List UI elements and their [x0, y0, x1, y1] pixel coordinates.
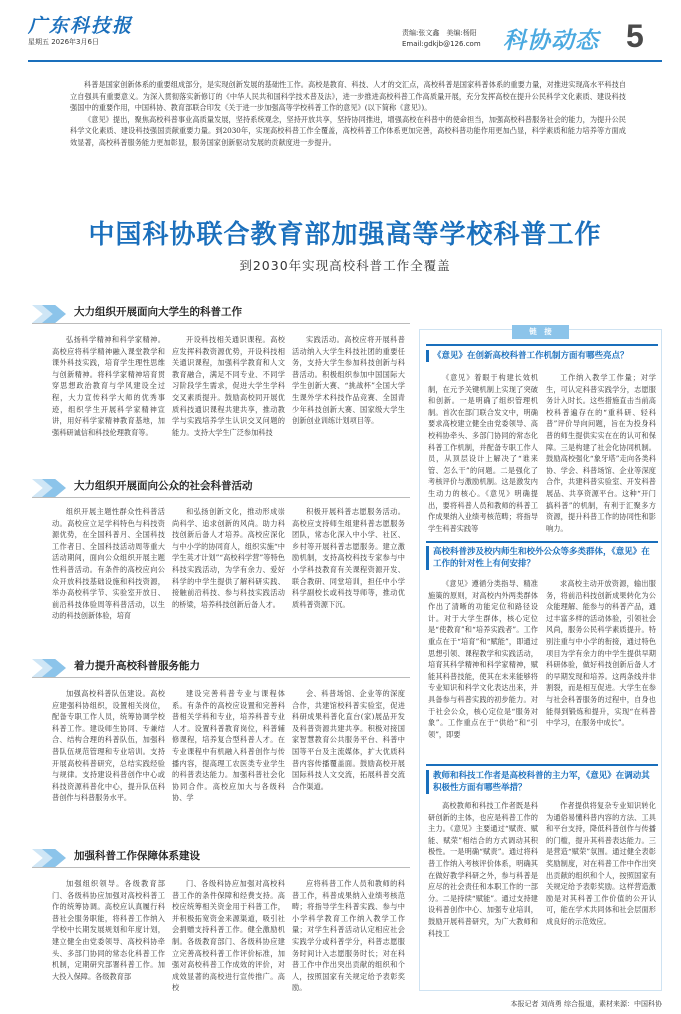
paragraph: 组织开展主题性群众性科普活动。高校应立足学科特色与科技资源优势，在全国科普月、全国科技工作者日、全国科技活动周等重大活动期间，面向公众组织开展主题性科普活动。有条件的高校应向公众开放科技基础设施和科技资源，举办高校科学节、实验室开放日、前沿科技体验周等科普活动，以生动的科技创新体验，培育: [52, 507, 165, 621]
question-rule: [426, 764, 658, 766]
newspaper-logo: 广东科技报: [28, 15, 134, 37]
answer-3-right: [546, 800, 656, 990]
paragraph: 门、各级科协应加强对高校科普工作的条件保障和经费支持。高校应统筹相关资金用于科普工作，并积极拓宽资金来源渠道，吸引社会捐赠支持科普工作。健全激励机制。各级教育部门、各级科协应建立完善高校科普工作评价标准，加强对高校科普工作成效的评价，对成效显著的高校进行宣传推广。高校: [172, 879, 285, 993]
answer-2-right: [546, 578, 656, 758]
paragraph: 《意见》着眼于构建长效机制，在元予关键机制上实现了突破和创新。一是明确了组织管理机制。首次在部门联合发文中，明确要求高校建立健全由党委领导、高校科协牵头、多部门协同的常态化科普工作机制，并配备专职工作人员，从顶层设计上解决了“谁来管、怎么干”的问题。二是强化了考核评价与激励机制。这是激发内生动力的核心。《意见》明确提出，要将科普人员和教师的科普工作成果纳入业绩考核范畴；将指导学生科普实践等: [428, 373, 538, 533]
paragraph: 工作纳入教学工作量；对学生，可认定科普实践学分，志愿服务计入时长。这些措施直击当前高校科普遍存在的“重科研、轻科普”评价导向问题，旨在为投身科普的师生提供实实在在的认可和保障。三是构建了社会化协同机制。鼓励高校强化“象牙塔”走向各类科协、学会、科普场馆、企业等深度合作，共建科普实验室、开发科普展品、共享资源平台。这种“开门搞科普”的机制，有利于汇聚多方资源，提升科普工作的协同性和影响力。: [546, 373, 656, 533]
issue-date: 星期五 2026年3月6日: [28, 38, 99, 46]
section-title: 大力组织开展面向大学生的科普工作: [74, 306, 242, 318]
section-name: 科协动态: [503, 27, 599, 54]
paragraph: 作者提供将复杂专业知识转化为通俗易懂科普内容的方法、工具和平台支持，降低科普创作与传播的门槛，提升其科普表达能力。三是营造“赋荣”氛围。通过健全表彰奖励制度，对在科普工作中作出突出贡献的组织和个人，按照国家有关规定给予表彰奖励。这样营造激励是对其科普工作价值的公开认可，能在学术共同体和社会层面形成良好的示范效应。: [546, 801, 656, 926]
sidebar-question-1: 《意见》在创新高校科普工作机制方面有哪些亮点？: [426, 350, 658, 362]
masthead-divider: [28, 60, 662, 62]
answer-1-left: [428, 372, 538, 534]
section-heading-2: [32, 476, 410, 500]
paragraph: 加强组织领导。各级教育部门、各级科协应加强对高校科普工作的统筹协调。高校应认真履行科普社会服务职能，将科普工作纳入学校中长期发展规划和年度计划，建立健全由党委领导、高校科协牵头、多部门协同的常态化科普工作机制，定期研究部署科普工作。加大投入保障。各级教育部: [52, 879, 165, 981]
byline-footer: 本报记者 刘尚勇 综合报道，素材来源：中国科协: [510, 1000, 662, 1008]
section-3-column-2: [172, 688, 285, 840]
paragraph: 建设完善科普专业与课程体系。有条件的高校应设置和完善科普相关学科和专业，培养科普专业人才。设置科普教育岗位，科普辅修课程，培养复合型科普人才。在专业课程中有机融入科普创作与传播内容，提高理工农医类专业学生的科普表达能力。加强科普社会化协同合作。高校应加大与各级科协、学: [172, 689, 285, 803]
section-heading-3: [32, 656, 410, 680]
headline: 中国科协联合教育部加强高等学校科普工作: [88, 220, 602, 250]
section-4-column-1: [52, 878, 165, 994]
paragraph: 加强高校科普队伍建设。高校应建强科协组织，设置相关岗位，配备专职工作人员，统筹协调学校科普工作。建设师生协同、专兼结合、结构合理的科普队伍，加强科普队伍规范管理和专业培训。支持开展高校科普研究，总结实践经验与规律。支持建设科普创作中心或科技资源科普化中心，提升队伍科普创作与科普服务水平。: [52, 689, 165, 803]
answer-1-right: [546, 372, 656, 534]
paragraph: 实践活动。高校应将开展科普活动纳入大学生科技社团的重要任务，支持大学生参加科技创新与科普活动。积极组织参加中国国际大学生创新大赛、“挑战杯”全国大学生课外学术科技作品竞赛、全国青少年科技创新大赛、国家级大学生创新创业训练计划项目等。: [292, 335, 405, 426]
sidebar-tab: 链 接: [512, 325, 569, 339]
section-3-column-3: [292, 688, 405, 840]
section-4-column-2: [172, 878, 285, 994]
paragraph: 和弘扬创新文化，推动形成崇尚科学、追求创新的风尚。助力科技创新后备人才培养。高校应深化与中小学的协同育人，组织实施“中学生英才计划”“高校科学营”等特色科技实践活动，为学有余力、爱好科学的中学生提供了解科研实践、接触前沿科技、参与科技实践活动的桥梁，培养科技创新后备人才。: [172, 507, 285, 609]
paragraph: 高校教师和科技工作者既是科研创新的主体，也应是科普工作的主力。《意见》主要通过“赋责、赋能、赋荣”相结合的方式调动其积极性。一是明确“赋责”。通过将科普工作纳入考核评价体系，明确其在做好教学科研之外，参与科普是应尽的社会责任和本职工作的一部分。二是持续“赋能”。通过支持建设科普创作中心、加强专业培训，鼓励开展科普研究，为广大教师和科技工: [428, 801, 538, 938]
section-heading-1: [32, 302, 410, 326]
paragraph: 应将科普工作人员和教师的科普工作，科普成果纳入业绩考核范畴；将指导学生科普实践、参与中小学科学教育工作纳入教学工作量；对学生科普活动认定相应社会实践学分或科普学分，科普志愿服务时间计入志愿服务时长；对在科普工作中作出突出贡献的组织和个人，按照国家有关规定给予表彰奖励。: [292, 879, 405, 993]
section-4-column-3: [292, 878, 405, 994]
editor-line: 责编:张文鑫 美编:杨阳: [402, 29, 477, 37]
paragraph: 求高校主动开放资源，输出服务，将前沿科技创新成果转化为公众能理解、能参与的科普产品，通过丰富多样的活动体验，引领社会风尚，服务公民科学素质提升。特别注重与中小学的衔接，通过特色项目为学有余力的中学生提供早期科研体验，做好科技创新后备人才的早期发现和培养。这两条线并非割裂，而是相互促进。大学生在参与社会科普服务的过程中，自身也能得到锻炼和提升，实现“在科普中学习，在服务中成长”。: [546, 579, 656, 728]
page-number: 5: [626, 18, 644, 54]
question-rule: [426, 344, 658, 346]
answer-3-left: [428, 800, 538, 990]
section-3-column-1: [52, 688, 165, 840]
sidebar-question-3: 教师和科技工作者是高校科普的主力军，《意见》在调动其积极性方面有哪些举措？: [426, 770, 658, 794]
article-lead: [70, 79, 626, 149]
section-2-column-3: [292, 506, 405, 646]
section-title: 大力组织开展面向公众的社会科普活动: [74, 480, 253, 492]
email-line[interactable]: Email:gdkjb@126.com: [402, 40, 481, 48]
section-2-column-2: [172, 506, 285, 646]
section-heading-4: [32, 846, 410, 870]
paragraph: 会、科普场馆、企业等的深度合作，共建馆校科普实验室，促进科研成果科普化直台(家)展品开发及科普资源共建共享。积极对接国家智慧教育公共服务平台、科普中国等平台及主流媒体，扩大优质科普内容传播覆盖面。鼓励高校开展国际科技人文交流，拓展科普交流合作渠道。: [292, 689, 405, 791]
section-1-column-1: [52, 334, 165, 464]
lead-paragraph-2: 《意见》提出，聚焦高校科普事业高质量发展，坚持系统观念，坚持开放共享，坚持协同推进，增强高校在科普中的使命担当，加强高校科普服务社会的能力，为提升公民科学文化素质、建设科技强国贡献重要力量。到2030年，实现高校科普工作全覆盖，高校科普工作体系更加完善，高校科普功能作用更加凸显，科学素质和能力培养等方面成效显著，高校科普服务能力更加彰显，服务国家创新驱动发展的贡献度进一步提升。: [70, 114, 626, 147]
section-title: 着力提升高校科普服务能力: [74, 660, 200, 672]
section-1-column-3: [292, 334, 405, 464]
paragraph: 积极开展科普志愿服务活动。高校应支持师生组建科普志愿服务团队，常态化深入中小学、社区、乡村等开展科普志愿服务。建立激励机制，支持高校科技专家参与中小学科技教育有关课程资源开发、联合教研、同堂培训，担任中小学科学副校长或科技导师等，推动优质科普资源下沉。: [292, 507, 405, 609]
paragraph: 开设科技相关通识课程。高校应发挥科教资源优势，开设科技相关通识课程，加强科学教育和人文教育融合，满足不同专业、不同学习阶段学生需求，促进大学生学科交叉素质提升。鼓励高校同开展优质科技通识课程共建共享，推动教学与实践培养学生认识交叉问题的能力。支持大学生广泛参加科技: [172, 335, 285, 437]
section-2-column-1: [52, 506, 165, 646]
masthead: [0, 0, 681, 66]
sidebar-question-2: 高校科普涉及校内师生和校外公众等多类群体，《意见》在工作的针对性上有何安排？: [426, 546, 658, 570]
paragraph: 《意见》遵循分类指导、精准施策的原则，对高校内外两类群体作出了清晰的功能定位和路径设计。对于大学生群体，核心定位是“使教育”和“培养实践者”。工作重点在于“培育”和“赋能”，即通过思想引领、课程教学和实践活动，培育其科学精神和科学家精神，赋能其科普技能，使其在未来能够将专业知识和科学文化表达出来，并具备参与科普实践的初步能力。对于社会公众，核心定位是“服务对象”。工作重点在于“供给”和“引领”，即要: [428, 579, 538, 739]
subheadline: 到2030年实现高校科普工作全覆盖: [239, 258, 451, 273]
paragraph: 弘扬科学精神和科学家精神。高校应将科学精神融入课堂教学和课外科技实践，培育学生理性思维与创新精神。将科学家精神培育贯穿思想政治教育与学风建设全过程，大力宣传科学大师的优秀事迹，组织学生开展科学家精神宣讲，用好科学家精神教育基地，加强科研诚信和科技伦理教育等。: [52, 335, 165, 437]
question-rule: [426, 541, 658, 543]
answer-2-left: [428, 578, 538, 758]
section-1-column-2: [172, 334, 285, 464]
section-title: 加强科普工作保障体系建设: [74, 850, 200, 862]
lead-paragraph-1: 科普是国家创新体系的重要组成部分，是实现创新发展的基础性工作。高校是教育、科技、人才的交汇点，高校科普是国家科普体系的重要力量，对推进实现高水平科技自立自强具有重要意义。为深入贯彻落实新修订的《中华人民共和国科学技术普及法》，进一步推进高校科普工作高质量开展，充分发挥高校在提升公民科学文化素质、建设科技强国中的重要作用，中国科协、教育部联合印发《关于进一步加强高等学校科普工作的意见》(以下简称《意见》)。: [70, 80, 626, 113]
editor-credits: [402, 28, 481, 50]
